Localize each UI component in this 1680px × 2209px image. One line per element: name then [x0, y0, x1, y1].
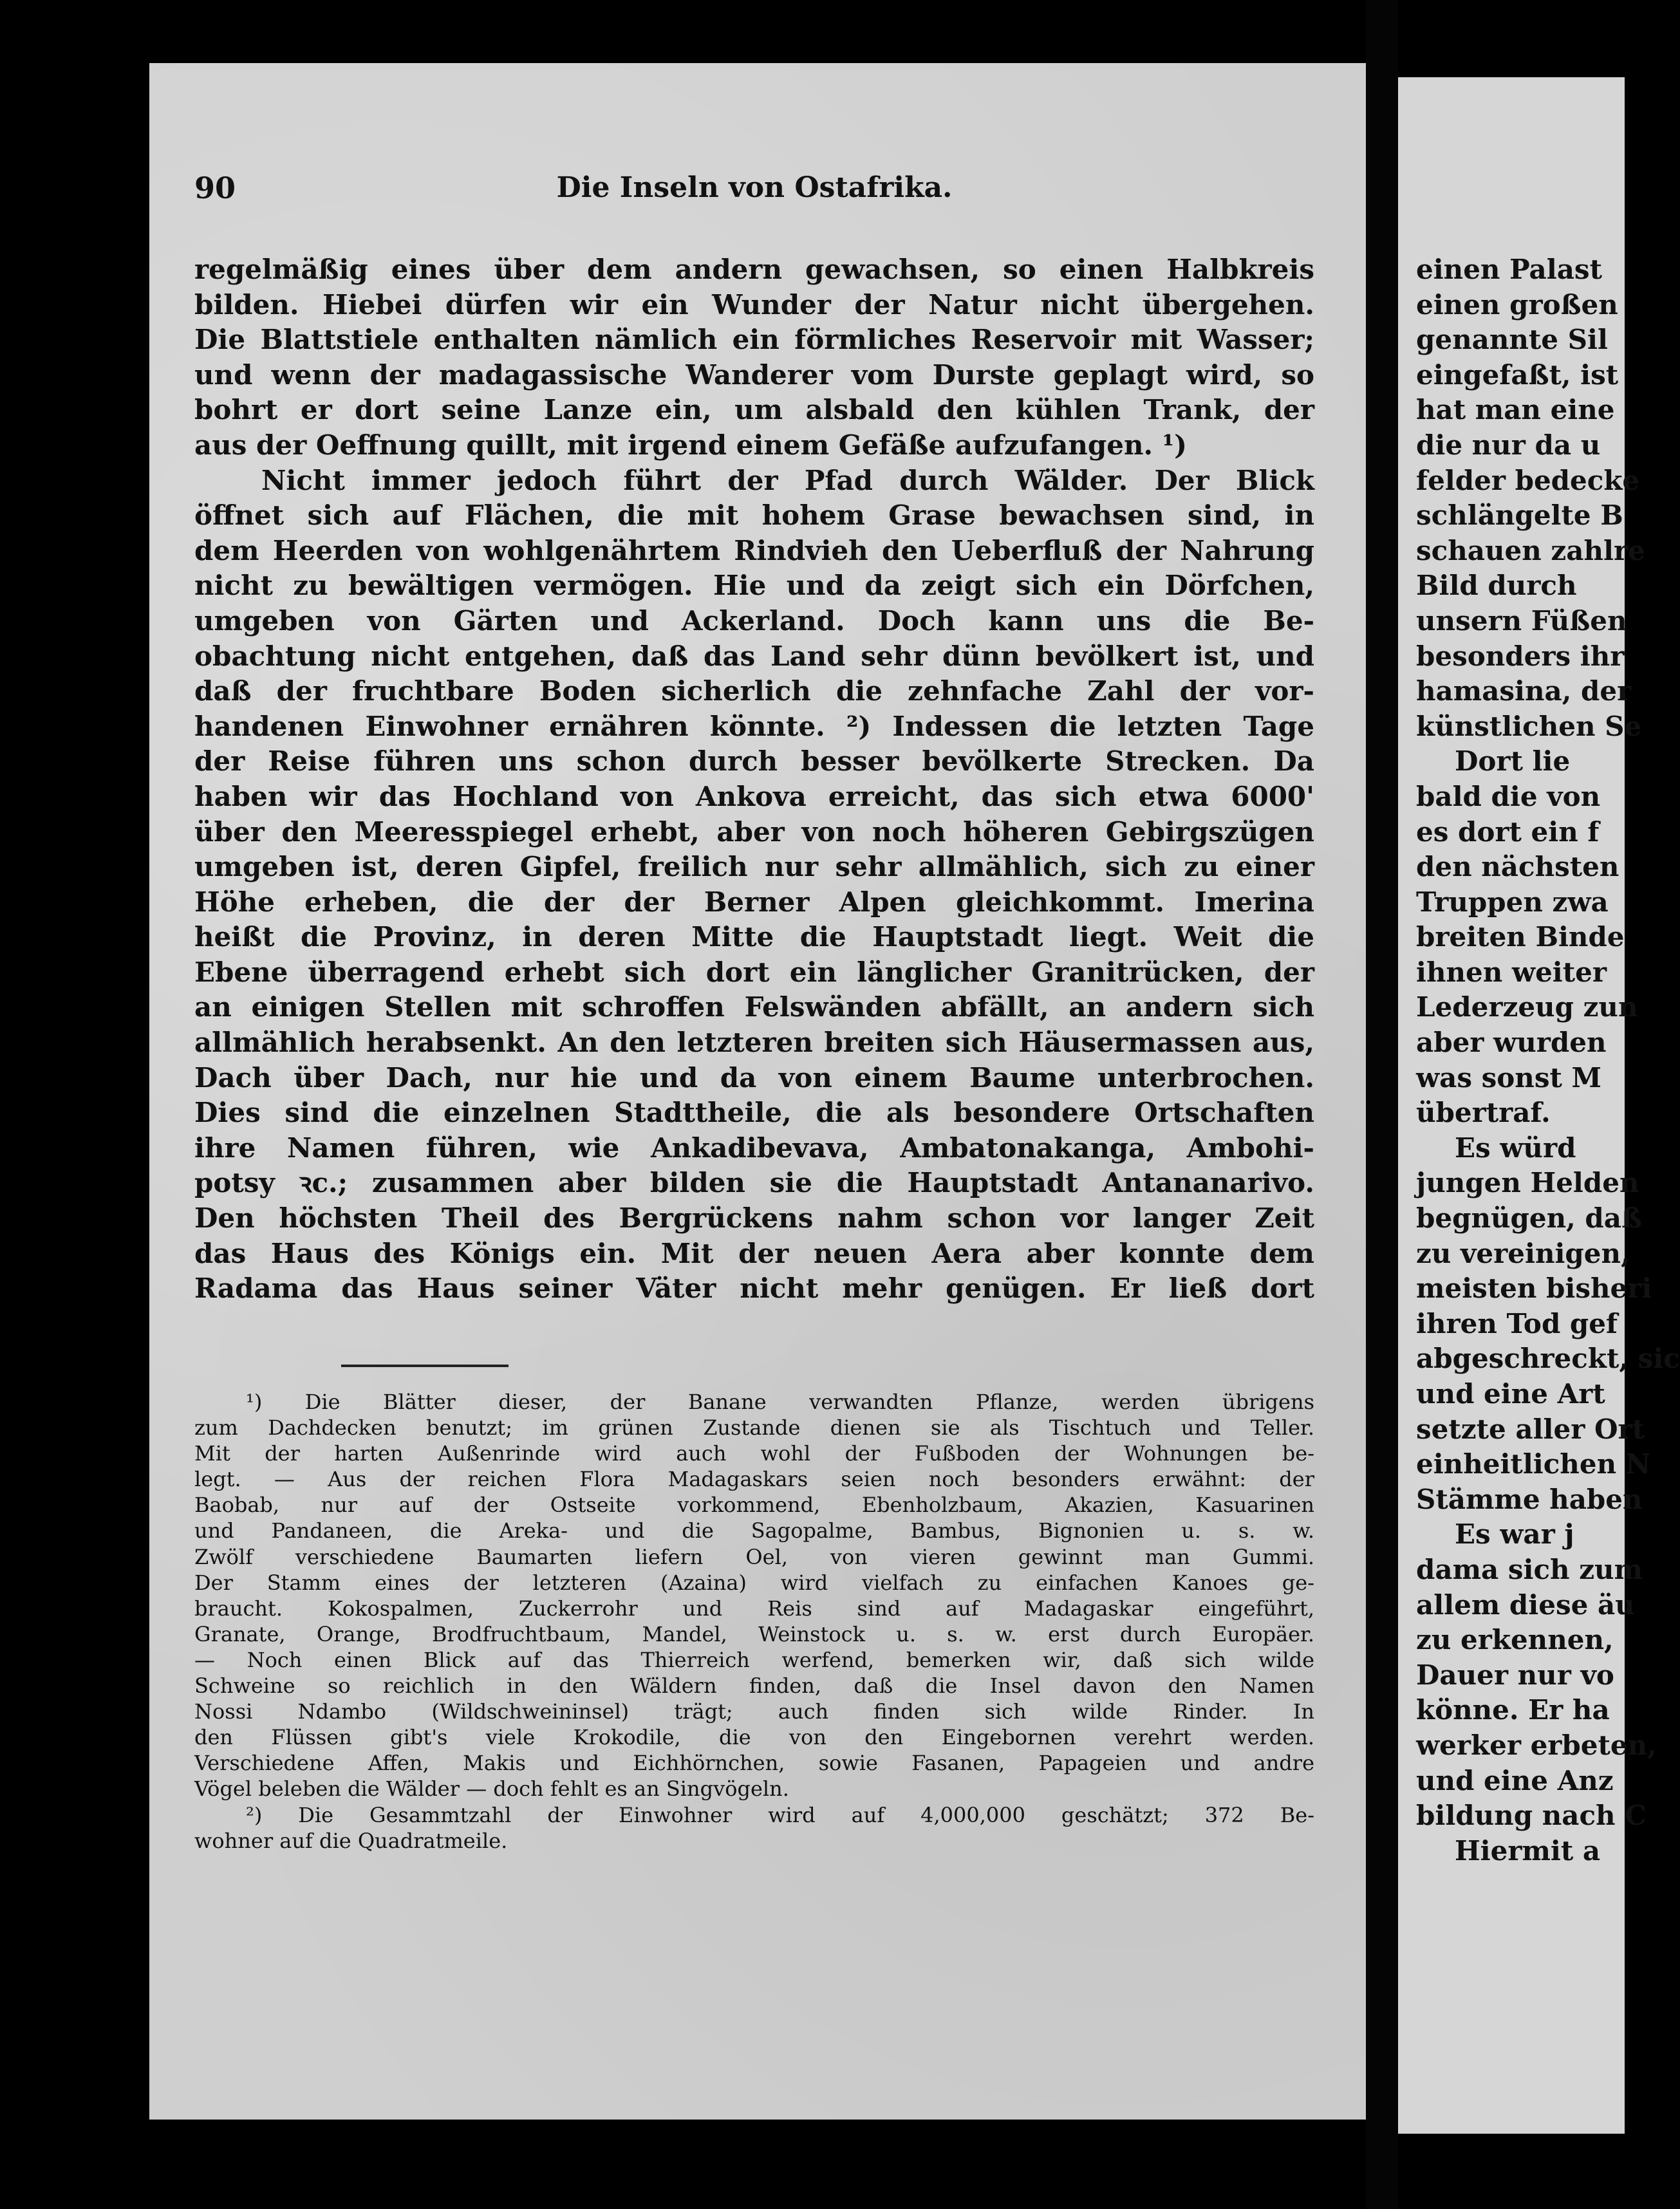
text-line: bohrt er dort seine Lanze ein, um alsbald den kühlen Trank, der — [194, 394, 1314, 426]
right-page-line: ihnen weiter — [1416, 956, 1607, 988]
right-page-line: hat man eine — [1416, 394, 1615, 426]
text-line: umgeben ist, deren Gipfel, freilich nur sehr allmählich, sich zu einer — [194, 851, 1314, 883]
right-page-line: Hiermit a — [1455, 1834, 1601, 1867]
text-line: Nicht immer jedoch führt der Pfad durch Wälder. Der Blick — [261, 464, 1314, 496]
right-page-line: Bild durch — [1416, 570, 1577, 602]
right-page-line: Dort lie — [1455, 745, 1571, 778]
footnote-line: den Flüssen gibt's viele Krokodile, die von den Eingebornen verehrt werden. — [194, 1725, 1314, 1750]
right-page-line: künstlichen Se — [1416, 710, 1642, 742]
footnote-line: Verschiedene Affen, Makis und Eichhörnchen, sowie Fasanen, Papageien und andre — [194, 1751, 1314, 1776]
right-page-line: übertraf. — [1416, 1097, 1551, 1129]
right-page-line: meisten bisheri — [1416, 1272, 1652, 1305]
right-page-line: was sonst M — [1416, 1061, 1601, 1094]
footnote-line: Vögel beleben die Wälder — doch fehlt es an Singvögeln. — [194, 1776, 789, 1802]
footnote-separator-rule — [341, 1365, 509, 1367]
right-page-line: und eine Art — [1416, 1378, 1605, 1410]
right-page-line: schauen zahlre — [1416, 534, 1645, 566]
footnote-line: Der Stamm eines der letzteren (Azaina) wird vielfach zu einfachen Kanoes ge- — [194, 1570, 1314, 1595]
text-line: Radama das Haus seiner Väter nicht mehr genügen. Er ließ dort — [194, 1272, 1314, 1305]
right-page-line: die nur da u — [1416, 429, 1601, 461]
right-page-line: jungen Helden — [1416, 1167, 1639, 1199]
main-text-block — [194, 252, 1314, 1307]
text-line: heißt die Provinz, in deren Mitte die Hauptstadt liegt. Weit die — [194, 921, 1314, 953]
text-line: der Reise führen uns schon durch besser bevölkerte Strecken. Da — [194, 745, 1314, 778]
footnote-line: zum Dachdecken benutzt; im grünen Zustande dienen sie als Tischtuch und Teller. — [194, 1415, 1314, 1440]
right-page-line: schlängelte B — [1416, 499, 1623, 532]
right-page-line: Stämme haben — [1416, 1483, 1643, 1515]
right-page-line: es dort ein f — [1416, 816, 1600, 848]
right-page-line: hamasina, der — [1416, 675, 1632, 707]
right-page-line: einen großen — [1416, 288, 1618, 321]
text-line: Die Blattstiele enthalten nämlich ein förmliches Reservoir mit Wasser; — [194, 324, 1314, 356]
right-page-line: besonders ihr — [1416, 640, 1625, 672]
text-line: öffnet sich auf Flächen, die mit hohem Grase bewachsen sind, in — [194, 499, 1314, 532]
text-line: obachtung nicht entgehen, daß das Land sehr dünn bevölkert ist, und — [194, 640, 1314, 672]
footnotes-block — [194, 1389, 1314, 1854]
page-header — [194, 169, 1314, 214]
text-line: potsy ꝛc.; zusammen aber bilden sie die Hauptstadt Antananarivo. — [194, 1167, 1314, 1199]
footnote-line: Baobab, nur auf der Ostseite vorkommend, Ebenholzbaum, Akazien, Kasuarinen — [194, 1493, 1314, 1518]
right-page-line: aber wurden — [1416, 1027, 1607, 1059]
right-page-line: Truppen zwa — [1416, 886, 1609, 918]
right-page-line: Es würd — [1455, 1132, 1576, 1164]
footnote-line: und Pandaneen, die Areka- und die Sagopalme, Bambus, Bignonien u. s. w. — [194, 1518, 1314, 1543]
footnote-line: ¹) Die Blätter dieser, der Banane verwandten Pflanze, werden übrigens — [246, 1390, 1314, 1414]
footnote-line: Granate, Orange, Brodfruchtbaum, Mandel, Weinstock u. s. w. erst durch Europäer. — [194, 1621, 1314, 1646]
footnote-line: wohner auf die Quadratmeile. — [194, 1828, 508, 1853]
right-page-line: bildung nach C — [1416, 1800, 1647, 1832]
text-line: Ebene überragend erhebt sich dort ein länglicher Granitrücken, der — [194, 956, 1314, 988]
right-page-line: einheitlichen N — [1416, 1448, 1651, 1480]
right-page-line: bald die von — [1416, 780, 1601, 812]
right-page-line: zu vereinigen, — [1416, 1237, 1630, 1269]
text-line: Dach über Dach, nur hie und da von einem Baume unterbrochen. — [194, 1061, 1314, 1094]
right-page-line: ihren Tod gef — [1416, 1307, 1618, 1339]
text-line: haben wir das Hochland von Ankova erreicht, das sich etwa 6000' — [194, 780, 1314, 812]
text-line: regelmäßig eines über dem andern gewachsen, so einen Halbkreis — [194, 254, 1314, 285]
text-line: dem Heerden von wohlgenährtem Rindvieh den Ueberfluß der Nahrung — [194, 534, 1314, 566]
right-page-line: genannte Sil — [1416, 324, 1608, 356]
footnote-line: Nossi Ndambo (Wildschweininsel) trägt; auch finden sich wilde Rinder. In — [194, 1699, 1314, 1724]
running-title: Die Inseln von Ostafrika. — [556, 171, 953, 204]
text-line: daß der fruchtbare Boden sicherlich die zehnfache Zahl der vor- — [194, 675, 1314, 707]
right-page-line: Es war j — [1455, 1518, 1574, 1551]
text-line: nicht zu bewältigen vermögen. Hie und da zeigt sich ein Dörfchen, — [194, 570, 1314, 602]
right-page-line: unsern Füßen — [1416, 604, 1627, 637]
text-line: ihre Namen führen, wie Ankadibevava, Ambatonakanga, Ambohi- — [194, 1132, 1314, 1164]
right-page-line: Dauer nur vo — [1416, 1659, 1614, 1691]
footnote-line: braucht. Kokospalmen, Zuckerrohr und Reis sind auf Madagaskar eingeführt, — [194, 1596, 1314, 1621]
right-page-line: werker erbeten, — [1416, 1729, 1657, 1761]
footnote-line: ²) Die Gesammtzahl der Einwohner wird auf 4,000,000 geschätzt; 372 Be- — [246, 1802, 1314, 1827]
text-line: allmählich herabsenkt. An den letzteren breiten sich Häusermassen aus, — [194, 1027, 1314, 1059]
right-page-line: und eine Anz — [1416, 1764, 1614, 1796]
page-number: 90 — [194, 171, 236, 205]
text-line: handenen Einwohner ernähren könnte. ²) Indessen die letzten Tage — [194, 710, 1314, 742]
text-line: Den höchsten Theil des Bergrückens nahm schon vor langer Zeit — [194, 1202, 1314, 1235]
right-page-line: dama sich zum — [1416, 1553, 1643, 1585]
text-line: umgeben von Gärten und Ackerland. Doch kann uns die Be- — [194, 604, 1314, 637]
footnote-line: Zwölf verschiedene Baumarten liefern Oel, von vieren gewinnt man Gummi. — [194, 1544, 1314, 1569]
book-gutter — [1366, 0, 1398, 2209]
right-page-line: zu erkennen, — [1416, 1624, 1614, 1656]
footnote-line: legt. — Aus der reichen Flora Madagaskars seien noch besonders erwähnt: der — [194, 1467, 1314, 1492]
text-line: und wenn der madagassische Wanderer vom Durste geplagt wird, so — [194, 359, 1314, 391]
text-line: aus der Oeffnung quillt, mit irgend einem Gefäße aufzufangen. ¹) — [194, 429, 1188, 461]
right-page-text-fragment — [1416, 252, 1680, 1869]
text-line: an einigen Stellen mit schroffen Felswänden abfällt, an andern sich — [194, 991, 1314, 1023]
footnote-line: Mit der harten Außenrinde wird auch wohl der Fußboden der Wohnungen be- — [194, 1441, 1314, 1466]
text-line: bilden. Hiebei dürfen wir ein Wunder der Natur nicht übergehen. — [194, 288, 1314, 321]
right-page-line: den nächsten — [1416, 851, 1619, 883]
right-page-line: Lederzeug zun — [1416, 991, 1638, 1023]
text-line: über den Meeresspiegel erhebt, aber von noch höheren Gebirgszügen — [194, 816, 1314, 848]
footnote-line: Schweine so reichlich in den Wäldern finden, daß die Insel davon den Namen — [194, 1673, 1314, 1699]
text-line: das Haus des Königs ein. Mit der neuen Aera aber konnte dem — [194, 1237, 1314, 1269]
right-page-line: eingefaßt, ist — [1416, 359, 1619, 391]
right-page-line: breiten Binde — [1416, 921, 1625, 953]
right-page-line: felder bedecke — [1416, 464, 1640, 496]
right-page-line: begnügen, daß — [1416, 1202, 1642, 1235]
right-page-line: abgeschreckt, sic — [1416, 1343, 1680, 1375]
footnote-line: — Noch einen Blick auf das Thierreich werfend, bemerken wir, daß sich wilde — [194, 1647, 1314, 1672]
right-page-line: setzte aller Ort — [1416, 1413, 1645, 1445]
text-line: Höhe erheben, die der der Berner Alpen gleichkommt. Imerina — [194, 886, 1314, 918]
right-page-line: könne. Er ha — [1416, 1694, 1610, 1726]
right-page-line: einen Palast — [1416, 254, 1602, 285]
right-page-line: allem diese äu — [1416, 1589, 1635, 1621]
text-line: Dies sind die einzelnen Stadttheile, die als besondere Ortschaften — [194, 1097, 1314, 1129]
